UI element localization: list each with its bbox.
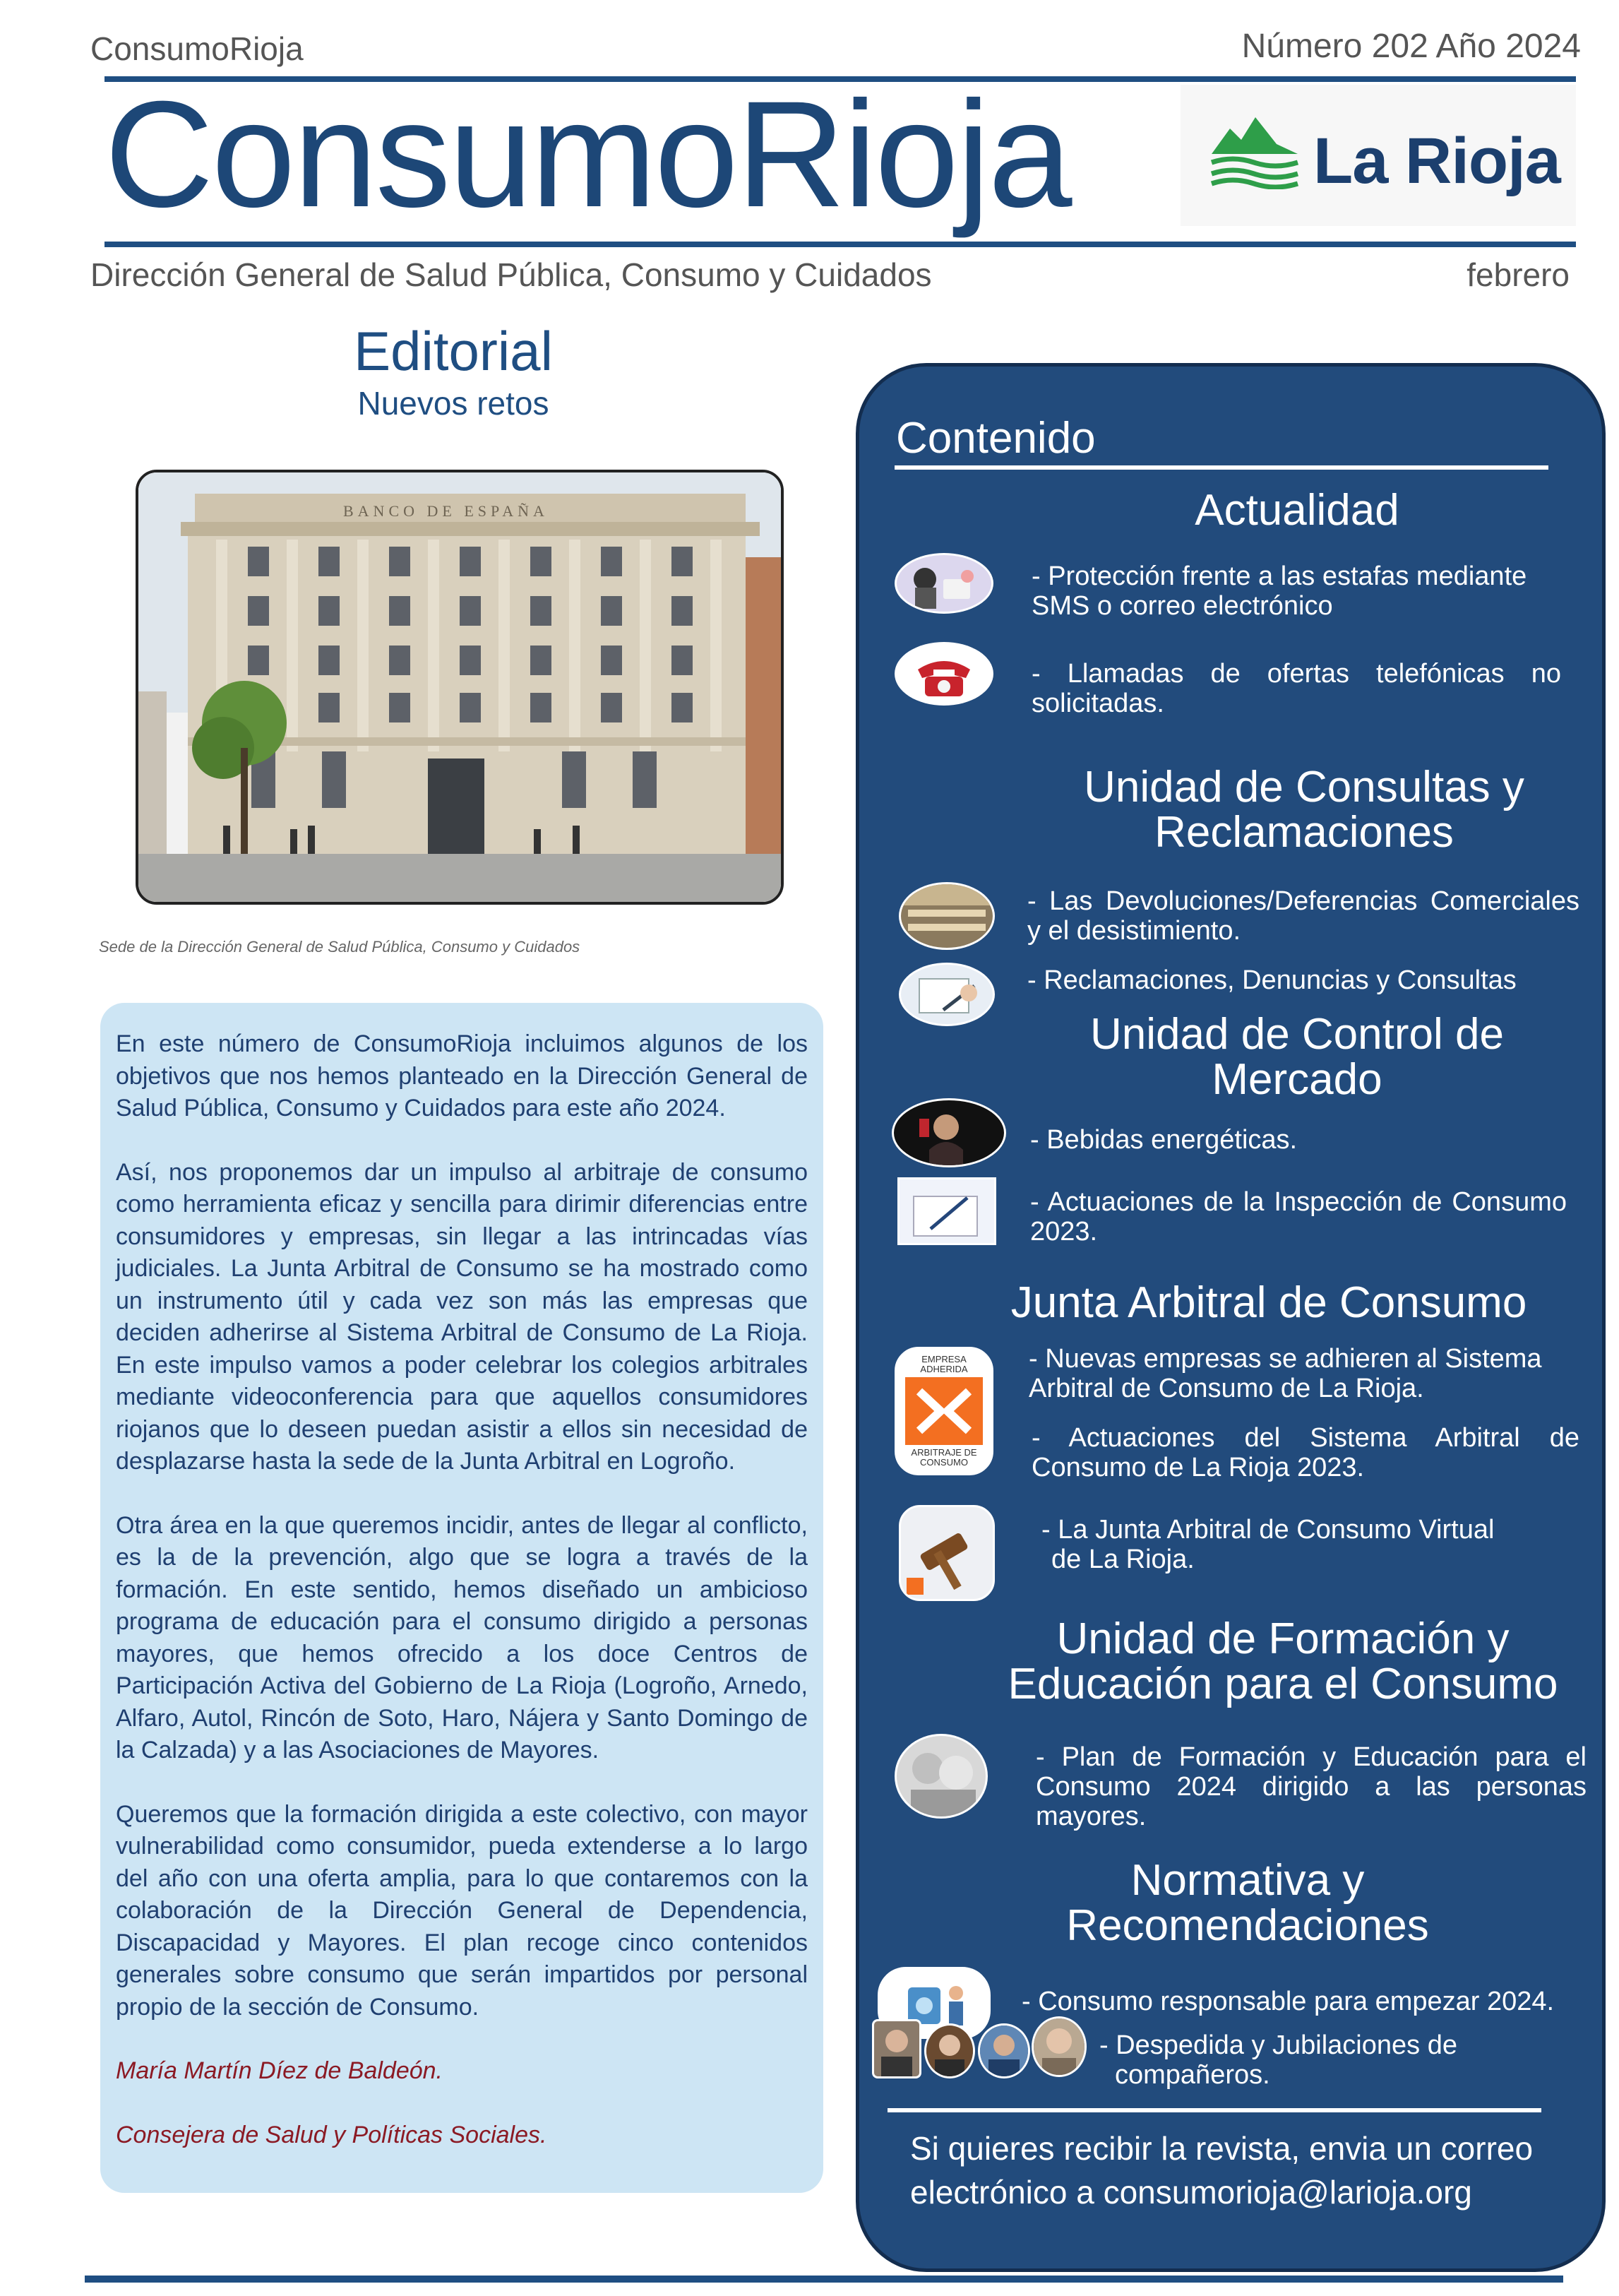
section-consultas-line2: Reclamaciones xyxy=(1154,808,1454,857)
item-virtual-arbitration-line2[interactable]: de La Rioja. xyxy=(1051,1545,1195,1574)
energy-drink-thumbnail[interactable] xyxy=(892,1098,1006,1167)
logo-text: La Rioja xyxy=(1313,125,1560,197)
signature-name: María Martín Díez de Baldeón. xyxy=(116,2057,443,2084)
person-icon xyxy=(926,2026,973,2076)
section-consultas: Unidad de Consultas y xyxy=(1084,763,1524,811)
seniors-icon xyxy=(897,1736,986,1816)
red-phone-icon xyxy=(897,644,991,703)
item-inspection[interactable]: - Actuaciones de la Inspección de Consumo 2023. xyxy=(1030,1187,1567,1247)
item-farewell[interactable]: - Despedida y Jubilaciones de xyxy=(1099,2030,1457,2060)
editorial-box xyxy=(100,1003,823,2193)
scammer-icon xyxy=(897,555,991,612)
footer-rule xyxy=(888,2108,1541,2112)
arbitration-logo-icon xyxy=(905,1377,983,1445)
section-junta-arbitral: Junta Arbitral de Consumo xyxy=(1010,1278,1527,1327)
document-signing-icon xyxy=(900,1179,994,1243)
inspection-thumbnail[interactable] xyxy=(897,1177,996,1245)
item-complaints[interactable]: - Reclamaciones, Denuncias y Consultas xyxy=(1027,965,1517,995)
department-subtitle: Dirección General de Salud Pública, Consumo y Cuidados xyxy=(90,256,932,293)
editorial-title: Editorial xyxy=(354,320,553,382)
mountains-logo-icon xyxy=(1209,112,1301,189)
badge-top-text: EMPRESA ADHERIDA xyxy=(920,1354,968,1374)
subscription-line-1: Si quieres recibir la revista, envia un correo xyxy=(910,2130,1534,2167)
item-energy-drinks[interactable]: - Bebidas energéticas. xyxy=(1030,1125,1298,1155)
section-actualidad: Actualidad xyxy=(1195,486,1399,535)
colleague-photo-4 xyxy=(1032,2016,1087,2077)
contents-panel xyxy=(856,363,1606,2272)
section-formacion-line2: Educación para el Consumo xyxy=(1008,1660,1558,1708)
item-returns[interactable]: - Las Devoluciones/Deferencias Comerciales y el desistimiento. xyxy=(1027,886,1579,946)
brand-small: ConsumoRioja xyxy=(90,30,304,67)
seniors-thumbnail[interactable] xyxy=(895,1734,988,1819)
item-arbitration-2023[interactable]: - Actuaciones del Sistema Arbitral de Consumo de La Rioja 2023. xyxy=(1032,1423,1579,1482)
energy-drink-icon xyxy=(894,1100,1004,1165)
section-normativa: Normativa y xyxy=(1130,1856,1365,1905)
section-normativa-line2: Recomendaciones xyxy=(1066,1901,1429,1950)
item-new-companies[interactable]: - Nuevas empresas se adhieren al Sistema Arbitral de Consumo de La Rioja. xyxy=(1029,1344,1542,1403)
mall-thumbnail[interactable] xyxy=(899,882,995,950)
item-senior-training[interactable]: - Plan de Formación y Educación para el Consumo 2024 dirigido a las personas mayores. xyxy=(1036,1742,1587,1831)
editorial-body xyxy=(116,1028,808,2183)
item-farewell-line2[interactable]: compañeros. xyxy=(1115,2060,1270,2090)
badge-bottom-text: ARBITRAJE DE CONSUMO xyxy=(911,1447,977,1468)
colleague-photo-1 xyxy=(872,2019,921,2078)
shopping-mall-icon xyxy=(901,884,993,948)
editorial-subtitle: Nuevos retos xyxy=(357,385,549,422)
editorial-paragraph: Otra área en la que queremos incidir, antes de llegar al conflicto, es la de la prevención, algo que se logra a través de la formación. En este sentido, hemos diseñado un ambicioso programa de educación para el consumo dirigido a personas mayores, que hemos ofrecido a los doce Centros de Participación Activa del Gobierno de La Rioja (Logroño, Arnedo, Alfaro, Autol, Rincón de Soto, Haro, Nájera y Santo Domingo de la Calzada) y a las Asociaciones de Mayores. xyxy=(116,1511,808,1763)
arbitration-badge[interactable] xyxy=(895,1347,993,1475)
subscription-email[interactable]: electrónico a consumorioja@larioja.org xyxy=(910,2174,1472,2211)
bank-sign: BANCO DE ESPAÑA xyxy=(343,502,549,520)
contents-title: Contenido xyxy=(896,414,1096,463)
item-virtual-arbitration[interactable]: - La Junta Arbitral de Consumo Virtual xyxy=(1041,1515,1495,1545)
complaints-thumbnail[interactable] xyxy=(899,963,995,1026)
colleague-photo-3 xyxy=(978,2023,1030,2078)
issue-number: Número 202 Año 2024 xyxy=(1241,28,1581,65)
header-rule-bottom xyxy=(104,242,1576,247)
bank-building-illustration xyxy=(138,472,781,902)
building-photo xyxy=(136,470,784,905)
editorial-paragraph: Queremos que la formación dirigida a este colectivo, con mayor vulnerabilidad como consumidor, pueda extenderse a lo largo del año con una oferta amplia, para lo que contaremos con la colaboración de la Dirección General de Dependencia, Discapacidad y Mayores. El plan recoge cinco contenidos generales sobre consumo que serán impartidos por personal propio de la sección de Consumo. xyxy=(116,1800,808,2021)
masthead-title: ConsumoRioja xyxy=(104,70,1070,239)
colleague-photo-2 xyxy=(924,2023,975,2078)
gavel-thumbnail[interactable] xyxy=(899,1505,995,1601)
subscription-note xyxy=(910,2127,1533,2214)
section-control-mercado-line2: Mercado xyxy=(1212,1055,1382,1104)
section-formacion: Unidad de Formación y xyxy=(1056,1614,1510,1663)
page-bottom-rule xyxy=(85,2276,1563,2283)
la-rioja-logo xyxy=(1181,85,1576,226)
photo-caption: Sede de la Dirección General de Salud Pública, Consumo y Cuidados xyxy=(99,938,580,956)
gavel-icon xyxy=(901,1507,993,1599)
writing-hand-icon xyxy=(901,965,993,1024)
editorial-paragraph: En este número de ConsumoRioja incluimos algunos de los objetivos que nos hemos planteado en la Dirección General de Salud Pública, Consumo y Cuidados para este año 2024. xyxy=(116,1030,808,1122)
person-icon xyxy=(1034,2018,1085,2075)
person-icon xyxy=(874,2021,919,2076)
phone-thumbnail[interactable] xyxy=(895,642,993,706)
signature-role: Consejera de Salud y Políticas Sociales. xyxy=(116,2121,547,2148)
editorial-paragraph: Así, nos proponemos dar un impulso al arbitraje de consumo como herramienta eficaz y sencilla para dirimir diferencias entre consumidores y empresas, sin llegar a las intrincadas vías judiciales. La Junta Arbitral de Consumo se ha mostrado como un instrumento útil y cada vez son más las empresas que deciden adherirse al Sistema Arbitral de Consumo de La Rioja. En este impulso vamos a poder celebrar los colegios arbitrales mediante videoconferencia para que aquellos consumidores riojanos que lo deseen puedan asistir a ellos sin necesidad de desplazarse hasta la sede de la Junta Arbitral en Logroño. xyxy=(116,1158,808,1475)
contents-title-rule xyxy=(895,465,1548,470)
issue-month: febrero xyxy=(1466,256,1570,293)
item-responsible-consumption[interactable]: - Consumo responsable para empezar 2024. xyxy=(1022,1987,1555,2016)
item-unsolicited-calls[interactable]: - Llamadas de ofertas telefónicas no solicitadas. xyxy=(1032,659,1561,718)
scam-thumbnail[interactable] xyxy=(895,553,993,614)
person-icon xyxy=(980,2026,1028,2076)
section-control-mercado: Unidad de Control de xyxy=(1090,1010,1504,1059)
item-sms-scams[interactable]: - Protección frente a las estafas mediante SMS o correo electrónico xyxy=(1032,561,1527,621)
